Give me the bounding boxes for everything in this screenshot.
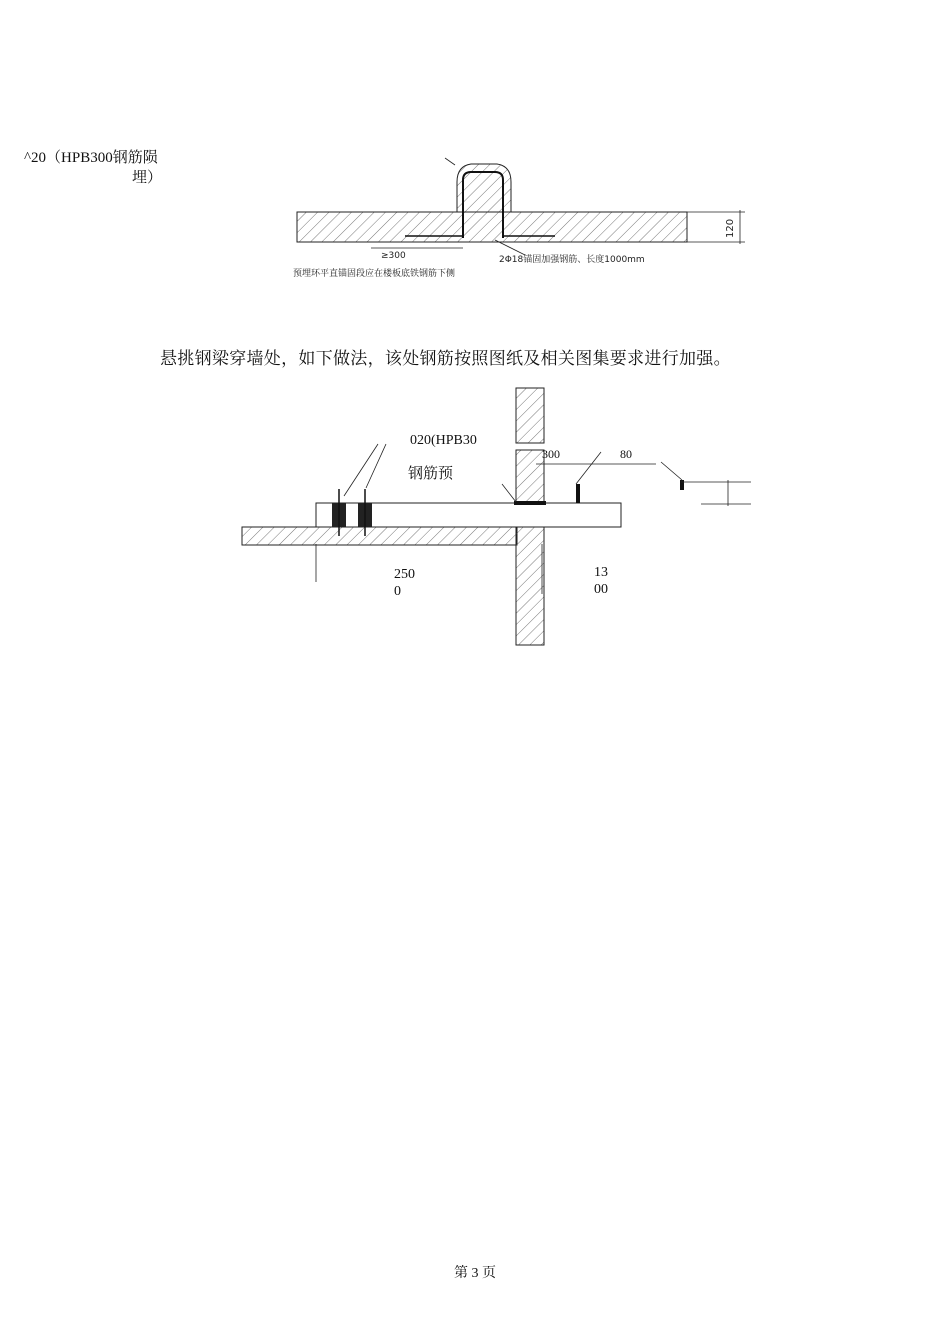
margin-note-line2: 埋）	[132, 170, 163, 186]
figure-embedded-ring-detail	[285, 120, 755, 300]
wall-plate	[514, 501, 546, 505]
label-020: 020(HPB30	[410, 433, 477, 448]
floor-slab	[242, 527, 517, 545]
margin-note	[24, 148, 162, 188]
min-length-label: ≥300	[381, 251, 406, 261]
page-number: 第 3 页	[454, 1266, 496, 1281]
upper-wall	[516, 388, 544, 443]
dim-left-b: 0	[394, 584, 401, 599]
rebar-note: 2Φ18锚固加强钢筋、长度1000mm	[499, 255, 645, 265]
slab-thickness-label: 120	[725, 218, 736, 238]
label-rebar-pre: 钢筋预	[408, 466, 454, 482]
dim-right-b: 00	[594, 582, 608, 597]
embed-note: 预埋环平直锚固段应在楼板底铁钢筋下侧	[293, 269, 456, 279]
dim-left-a: 250	[394, 567, 415, 582]
floor-slab	[297, 212, 687, 242]
lower-wall	[516, 527, 544, 645]
upper-wall-lower	[516, 450, 544, 502]
label-80: 80	[620, 447, 632, 461]
post-1	[576, 484, 580, 503]
dim-right-a: 13	[594, 565, 608, 580]
body-paragraph: 悬挑钢梁穿墙处，如下做法，该处钢筋按照图纸及相关图集要求进行加强。	[160, 349, 731, 368]
label-300: 300	[542, 447, 560, 461]
post-2	[680, 480, 684, 490]
figure-cantilever-wall-detail	[236, 384, 756, 649]
margin-note-line1: ^20（HPB300钢筋陨	[24, 150, 158, 166]
